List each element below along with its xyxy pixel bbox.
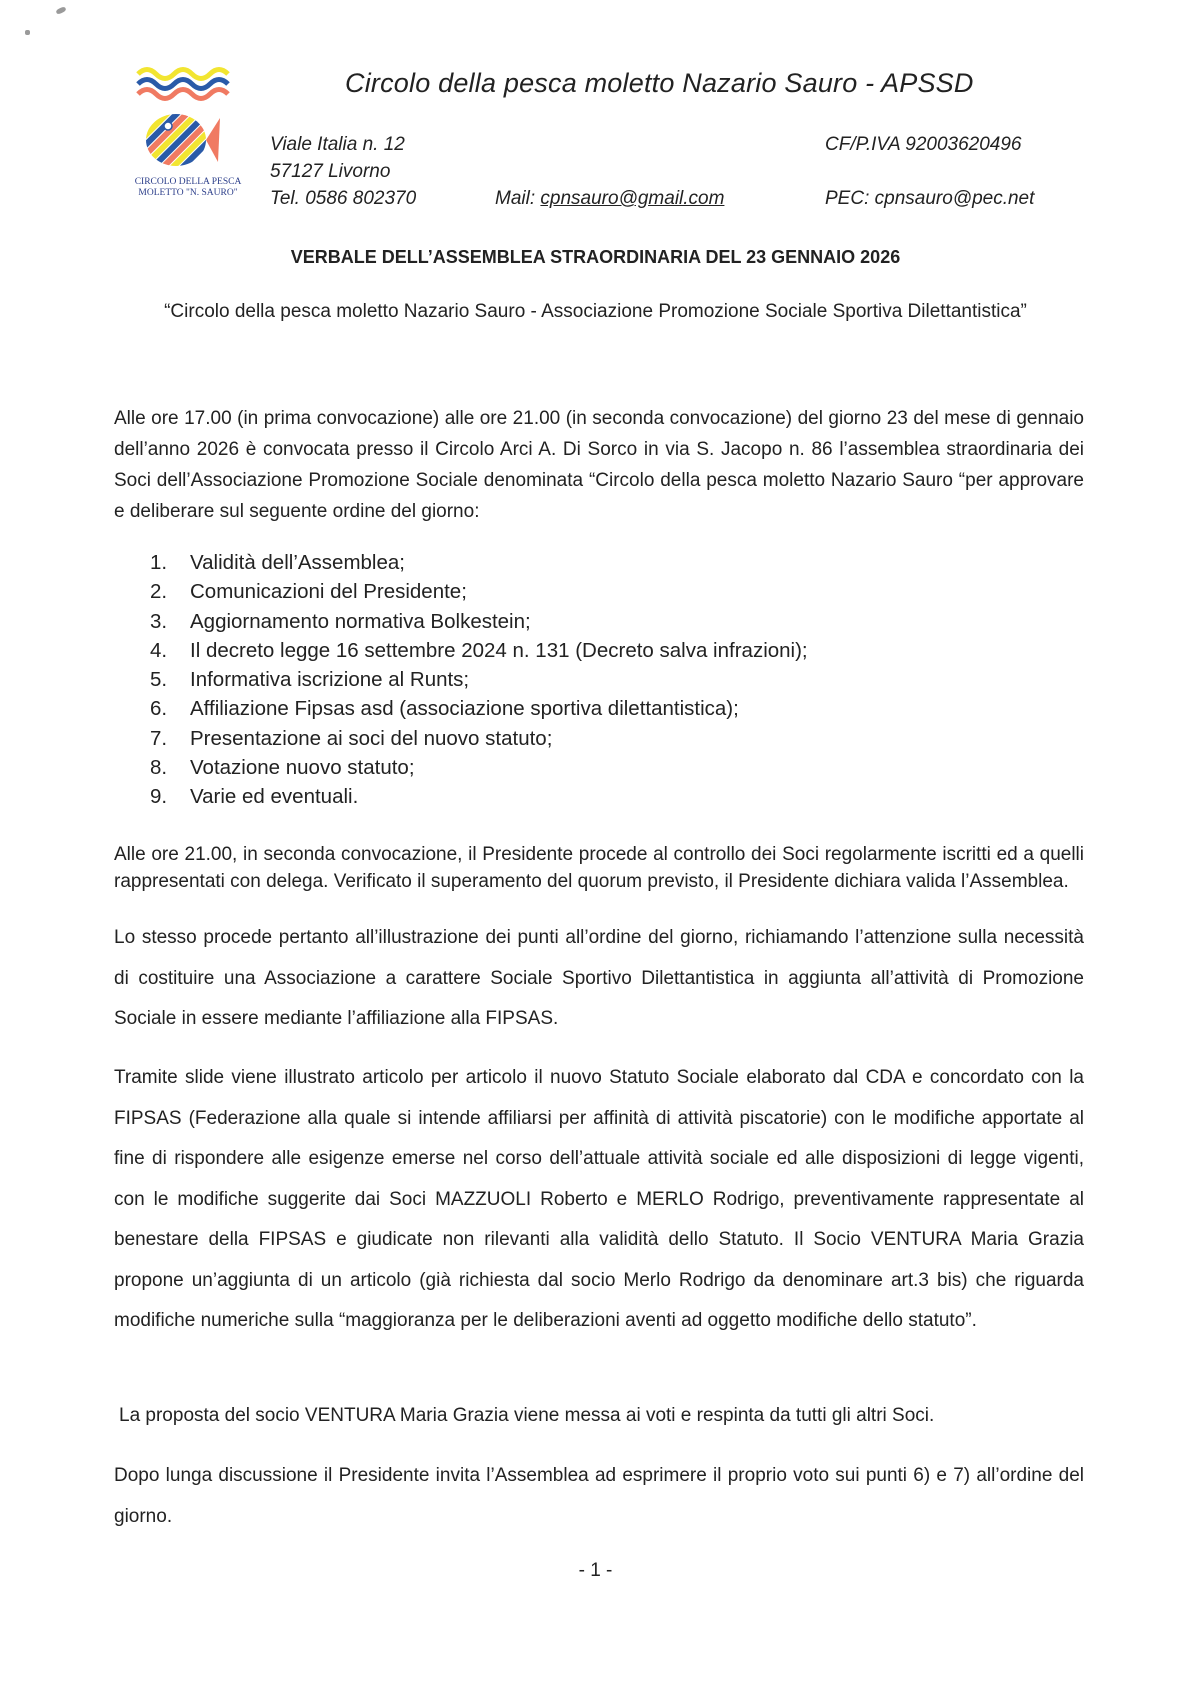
agenda-item xyxy=(150,753,1050,782)
slides-text: Tramite slide viene illustrato articolo per articolo il nuovo Statuto Sociale elaborato dal CDA e concordato con la FIPSAS (Federazione alla quale si intende affiliarsi per affinità di attività piscatorie) con le modifiche apportate al fine di rispondere alle esigenze emerse nel corso dell’attuale attività sociale ed alle disposizioni di legge vigenti, con le modifiche suggerite dai Soci MAZZUOLI Roberto e MERLO Rodrigo, preventivamente rappresentate al benestare della FIPSAS e giudicate non rilevanti alla validità dello Statuto. Il Socio VENTURA Maria Grazia propone un’aggiunta di un articolo (già richiesta dal socio Merlo Rodrigo da denominare art.3 bis) che riguarda modifiche numeriche sulla “maggioranza per le deliberazioni aventi ad oggetto modifiche dello statuto”. xyxy=(114,1067,1084,1331)
proposal-paragraph xyxy=(119,1405,1089,1427)
slides-paragraph xyxy=(114,1058,1084,1342)
agenda-item xyxy=(150,694,1050,723)
agenda-text: Validità dell’Assemblea; xyxy=(190,551,405,574)
pec-address: PEC: cpnsauro@pec.net xyxy=(825,188,1035,209)
email-label: Mail: xyxy=(495,188,541,209)
agenda-item xyxy=(150,782,1050,811)
address-line1: Viale Italia n. 12 xyxy=(270,134,405,155)
email-link[interactable]: cpnsauro@gmail.com xyxy=(540,188,725,209)
telephone: Tel. 0586 802370 xyxy=(270,188,417,209)
illustration-text: Lo stesso procede pertanto all’illustrazione dei punti all’ordine del giorno, richiamando l’attenzione sulla necessità di costituire una Associazione a carattere Sociale Sportivo Dilettantistica in aggiunta all’attività di Promozione Sociale in essere mediante l’affiliazione alla FIPSAS. xyxy=(114,927,1084,1029)
agenda-number: 3. xyxy=(150,609,168,633)
agenda-number: 8. xyxy=(150,756,168,780)
vote-text: Dopo lunga discussione il Presidente invita l’Assemblea ad esprimere il proprio voto sui punti 6) e 7) all’ordine del giorno. xyxy=(114,1465,1084,1527)
fish-waves-logo-icon xyxy=(128,62,248,172)
agenda-text: Varie ed eventuali. xyxy=(190,785,359,809)
agenda-text: Presentazione ai soci del nuovo statuto; xyxy=(190,726,553,750)
agenda-item xyxy=(150,548,1050,577)
scan-speck xyxy=(25,30,30,35)
address-line2: 57127 Livorno xyxy=(270,161,391,182)
agenda-item xyxy=(150,607,1050,636)
validity-text: Alle ore 21.00, in seconda convocazione, il Presidente procede al controllo dei Soci regolarmente iscritti ed a quelli rappresentati con delega. Verificato il superamento del quorum previsto, il Presidente dichiara valida l’Assemblea. xyxy=(114,844,1084,892)
agenda-number: 6. xyxy=(150,697,168,721)
scan-speck xyxy=(55,6,66,15)
intro-text: Alle ore 17.00 (in prima convocazione) alle ore 21.00 (in seconda convocazione) del giorno 23 del mese di gennaio dell’anno 2026 è convocata presso il Circolo Arci A. Di Sorco in via S. Jacopo n. 86 l’assemblea straordinaria dei Soci dell’Associazione Promozione Sociale denominata “Circolo della pesca moletto Nazario Sauro “per approvare e deliberare sul seguente ordine del giorno: xyxy=(114,408,1084,522)
agenda-number: 2. xyxy=(150,580,168,604)
document-subheading: “Circolo della pesca moletto Nazario Sauro - Associazione Promozione Sociale Sportiva Dilettantistica” xyxy=(164,301,1027,322)
logo-caption-line1: CIRCOLO DELLA PESCA xyxy=(134,177,242,187)
document-heading: VERBALE DELL’ASSEMBLEA STRAORDINARIA DEL 23 GENNAIO 2026 xyxy=(290,247,901,267)
logo-caption-line2: MOLETTO "N. SAURO" xyxy=(138,188,238,198)
agenda-number: 5. xyxy=(150,668,168,692)
organization-title: Circolo della pesca moletto Nazario Sauro - APSSD xyxy=(345,68,974,98)
validity-paragraph xyxy=(114,841,1084,895)
agenda-text: Informativa iscrizione al Runts; xyxy=(190,668,470,692)
agenda-text: Votazione nuovo statuto; xyxy=(190,756,415,780)
agenda-item xyxy=(150,724,1050,753)
agenda-item xyxy=(150,665,1050,694)
illustration-paragraph xyxy=(114,918,1084,1040)
agenda-item xyxy=(150,577,1050,606)
agenda-number: 1. xyxy=(150,551,168,574)
agenda-number: 4. xyxy=(150,638,168,662)
page-number: - 1 - xyxy=(578,1560,613,1581)
proposal-text: La proposta del socio VENTURA Maria Grazia viene messa ai voti e respinta da tutti gli altri Soci. xyxy=(119,1405,935,1426)
association-logo xyxy=(128,62,248,202)
email-contact xyxy=(495,188,724,210)
agenda-text: Aggiornamento normativa Bolkestein; xyxy=(190,609,531,633)
agenda-list xyxy=(150,548,1050,812)
vote-paragraph xyxy=(114,1456,1084,1537)
agenda-item xyxy=(150,636,1050,665)
agenda-number: 7. xyxy=(150,726,168,750)
agenda-text: Comunicazioni del Presidente; xyxy=(190,580,467,604)
agenda-number: 9. xyxy=(150,785,168,809)
vat-number: CF/P.IVA 92003620496 xyxy=(825,134,1022,155)
agenda-text: Il decreto legge 16 settembre 2024 n. 131 (Decreto salva infrazioni); xyxy=(190,638,808,662)
agenda-text: Affiliazione Fipsas asd (associazione sportiva dilettantistica); xyxy=(190,697,739,721)
intro-paragraph xyxy=(114,403,1084,527)
